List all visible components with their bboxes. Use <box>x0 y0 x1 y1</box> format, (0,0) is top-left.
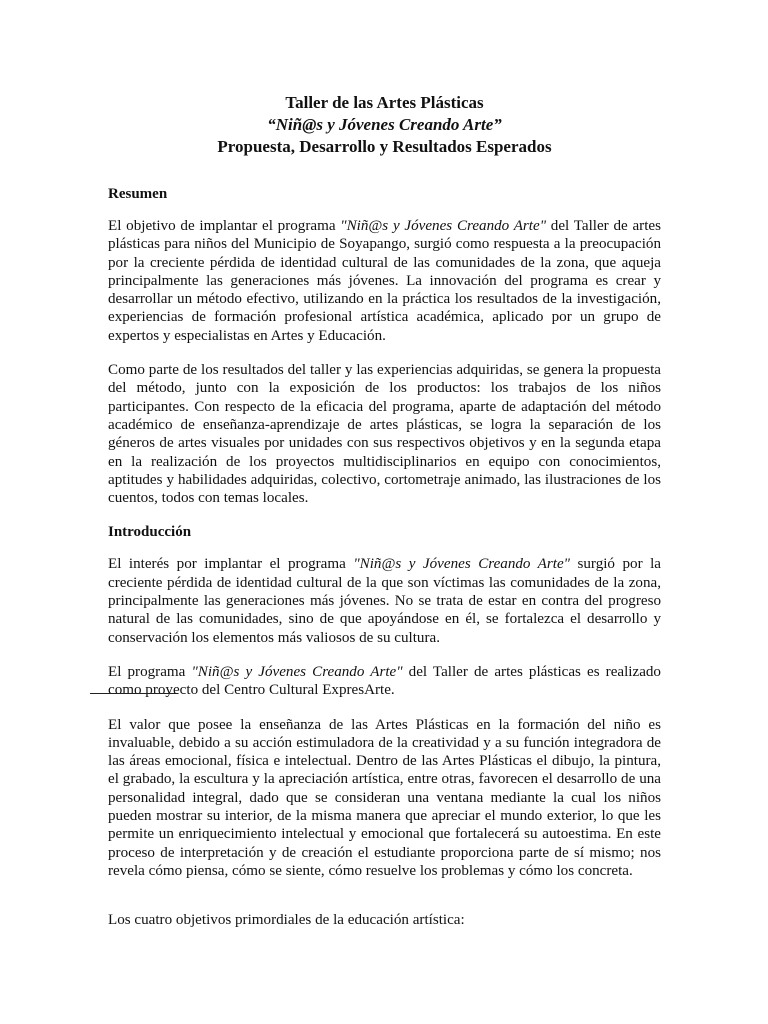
footnote-divider <box>90 693 178 694</box>
resumen-paragraph-2: Como parte de los resultados del taller y las experiencias adquiridas, se genera la propuesta del método, junto con la exposición de los productos: los trabajos de los niños participantes. Con respecto de la eficacia del programa, aparte de adaptación del método académico de enseñanza-aprendizaje de artes plásticas, se logra la separación de los géneros de artes visuales por unidades con sus respectivos objetivos y en la segunda etapa en la realización de los proyectos multidisciplinarios en equipo con conocimientos, aptitudes y habilidades adquiridas, colectivo, cortometraje animado, las ilustraciones de los cuentos, todos con temas locales. <box>108 362 661 507</box>
introduccion-p2-before: El programa <box>108 663 192 680</box>
program-name: "Niñ@s y Jóvenes Creando Arte" <box>191 663 403 680</box>
section-heading-resumen: Resumen <box>108 186 168 202</box>
program-name: "Niñ@s y Jóvenes Creando Arte" <box>340 218 547 234</box>
introduccion-p1-before: El interés por implantar el programa <box>108 556 354 573</box>
introduccion-p1-after: surgió por la creciente pérdida de identidad cultural de la que son víctimas las comunidades de la zona, principalmente las generaciones más jóvenes. No se trata de estar en contra del progreso natural de las comunidades, sino de que apoyándose en él, se fortalezca el desarrollo y conservación los elementos más valiosos de su cultura. <box>108 556 661 646</box>
document-title: Taller de las Artes Plásticas <box>285 93 484 112</box>
introduccion-paragraph-2 <box>108 663 661 700</box>
document-title-line-2: Propuesta, Desarrollo y Resultados Esperados <box>217 137 552 156</box>
resumen-paragraph-1 <box>108 217 661 345</box>
document-content <box>108 91 661 946</box>
introduccion-paragraph-3: El valor que posee la enseñanza de las Artes Plásticas en la formación del niño es invaluable, debido a su acción estimuladora de la creatividad y a su función integradora de las áreas emocional, física e intelectual. Dentro de las Artes Plásticas el dibujo, la pintura, el grabado, la escultura y la apreciación artística, entre otras, favorecen el desarrollo de una personalidad integral, dado que se consideran una ventana mediante la cual los niños pueden mostrar su interior, de la misma manera que apreciar el mundo exterior, lo que les permite un enriquecimiento intelectual y emocional que fortalecerá su autoestima. En este proceso de interpretación y de creación el estudiante proporciona parte de sí mismo; nos revela cómo piensa, cómo se siente, cómo resuelve los problemas y cómo los concreta. <box>108 716 661 879</box>
paragraph-spacer <box>108 896 661 911</box>
introduccion-p2-after: del Taller de artes plásticas es realizado como proyecto del Centro Cultural ExpresArte. <box>108 663 661 699</box>
introduccion-paragraph-1 <box>108 555 661 646</box>
resumen-p1-after: del Taller de artes plásticas para niños del Municipio de Soyapango, surgió como respuesta a la preocupación por la creciente pérdida de identidad cultural de las comunidades de la zona, que aqueja principalmente las generaciones más jóvenes. La innovación del programa es crear y desarrollar un método efectivo, utilizando en la práctica los resultados de la investigación, experiencias de formación profesional artística académica, aplicado por un grupo de expertos y especialistas en Artes y Educación. <box>108 218 661 344</box>
program-name: "Niñ@s y Jóvenes Creando Arte" <box>353 556 571 573</box>
resumen-p1-before: El objetivo de implantar el programa <box>108 218 341 234</box>
introduccion-paragraph-4: Los cuatro objetivos primordiales de la educación artística: <box>108 912 465 929</box>
title-block <box>108 91 661 159</box>
document-subtitle: “Niñ@s y Jóvenes Creando Arte” <box>267 115 502 134</box>
section-heading-introduccion: Introducción <box>108 524 192 541</box>
